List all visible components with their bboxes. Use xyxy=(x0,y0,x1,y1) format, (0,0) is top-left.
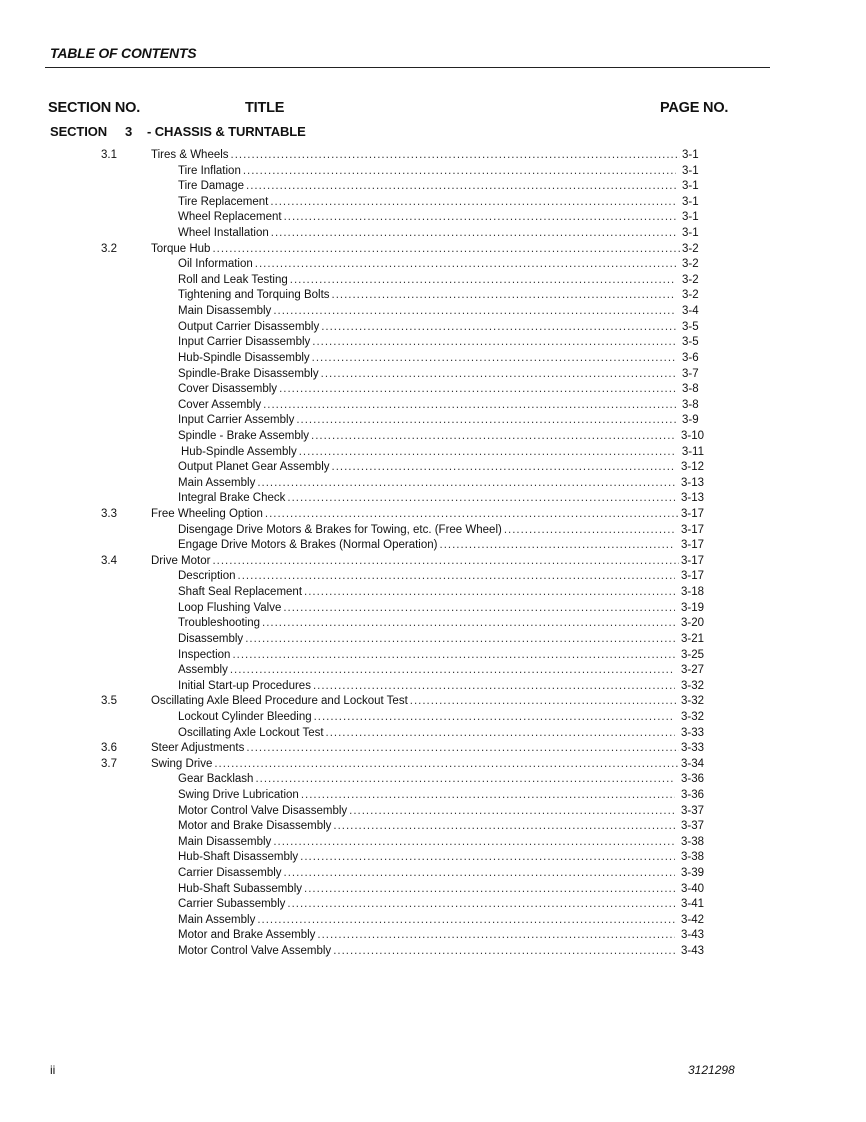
dot-leader xyxy=(273,304,676,320)
section-heading xyxy=(50,124,306,139)
toc-entry-line[interactable] xyxy=(178,476,704,492)
dot-leader xyxy=(246,179,676,195)
toc-entry[interactable] xyxy=(0,819,866,835)
toc-entry-line[interactable] xyxy=(178,367,704,383)
toc-entry-page[interactable]: 3-17 xyxy=(680,554,704,567)
toc-entry-title[interactable]: Assembly xyxy=(178,664,228,677)
toc-entry-title[interactable]: Wheel Replacement xyxy=(178,211,282,224)
toc-entry[interactable] xyxy=(0,694,866,710)
toc-entry-line[interactable] xyxy=(151,741,704,757)
toc-entry-line[interactable] xyxy=(178,850,704,866)
column-header-page-no: PAGE NO. xyxy=(660,100,729,116)
toc-entry-page[interactable]: 3-19 xyxy=(680,601,704,614)
toc-entry-page[interactable]: 3-36 xyxy=(680,773,704,786)
dot-leader xyxy=(317,928,675,944)
header-divider xyxy=(45,67,770,68)
dot-leader xyxy=(212,554,679,570)
toc-entry[interactable] xyxy=(0,710,866,726)
dot-leader xyxy=(238,569,675,585)
toc-entry[interactable] xyxy=(0,944,866,960)
toc-entry-page[interactable]: 3-37 xyxy=(680,820,704,833)
toc-entry[interactable] xyxy=(0,257,866,273)
toc-entry-line[interactable] xyxy=(178,835,704,851)
toc-entry-page[interactable]: 3-33 xyxy=(680,726,704,739)
toc-entry-page[interactable]: 3-42 xyxy=(680,913,704,926)
toc-entry[interactable] xyxy=(0,897,866,913)
toc-entry[interactable] xyxy=(0,476,866,492)
toc-entry-line[interactable] xyxy=(178,429,704,445)
toc-entry-line[interactable] xyxy=(178,273,704,289)
toc-entry-title[interactable]: Oscillating Axle Bleed Procedure and Lockout Test xyxy=(151,695,408,708)
toc-entry[interactable] xyxy=(0,367,866,383)
toc-entry[interactable] xyxy=(0,460,866,476)
toc-entry-title[interactable]: Swing Drive xyxy=(151,757,213,770)
dot-leader xyxy=(333,819,675,835)
toc-entry-line[interactable] xyxy=(178,819,704,835)
toc-entry-title[interactable]: Motor Control Valve Assembly xyxy=(178,945,332,958)
toc-entry-page[interactable]: 3-13 xyxy=(680,476,704,489)
toc-entry-title[interactable]: Torque Hub xyxy=(151,242,211,255)
toc-entry-line[interactable] xyxy=(151,694,704,710)
toc-entry[interactable] xyxy=(0,148,866,164)
toc-entry[interactable] xyxy=(0,523,866,539)
toc-entry-number: 3.7 xyxy=(101,757,117,770)
toc-entry-line[interactable] xyxy=(178,804,704,820)
toc-entry-number: 3.5 xyxy=(101,695,117,708)
footer-page-number: ii xyxy=(50,1063,56,1077)
section-title: - CHASSIS & TURNTABLE xyxy=(147,124,306,139)
toc-entry-number: 3.6 xyxy=(101,742,117,755)
toc-entry-title[interactable]: Tire Replacement xyxy=(178,195,269,208)
toc-entry-line[interactable] xyxy=(178,288,704,304)
dot-leader xyxy=(283,601,675,617)
dot-leader xyxy=(262,616,675,632)
dot-leader xyxy=(232,648,675,664)
toc-entry-page[interactable]: 3-34 xyxy=(680,757,704,770)
dot-leader xyxy=(296,413,676,429)
toc-entry-page[interactable]: 3-1 xyxy=(682,211,699,224)
toc-entry-title[interactable]: Free Wheeling Option xyxy=(151,508,263,521)
toc-entry-title[interactable]: Roll and Leak Testing xyxy=(178,273,288,286)
toc-entry-title[interactable]: Output Planet Gear Assembly xyxy=(178,461,330,474)
toc-entry-number: 3.2 xyxy=(101,242,117,255)
toc-entry-page[interactable]: 3-2 xyxy=(682,273,699,286)
toc-entry-line[interactable] xyxy=(178,320,704,336)
toc-entry-line[interactable] xyxy=(151,507,704,523)
toc-entry-title[interactable]: Motor and Brake Disassembly xyxy=(178,820,332,833)
toc-entry-title[interactable]: Hub-Spindle Disassembly xyxy=(178,351,310,364)
dot-leader xyxy=(287,897,675,913)
toc-entry-page[interactable]: 3-10 xyxy=(680,429,704,442)
footer-document-number: 3121298 xyxy=(688,1063,735,1077)
toc-entry[interactable] xyxy=(0,601,866,617)
toc-entry-page[interactable]: 3-32 xyxy=(680,695,704,708)
dot-leader xyxy=(321,320,676,336)
toc-entry-title[interactable]: Disassembly xyxy=(178,632,244,645)
toc-entry-line[interactable] xyxy=(178,928,704,944)
toc-entry-line[interactable] xyxy=(178,632,704,648)
toc-entry[interactable] xyxy=(0,351,866,367)
toc-entry-page[interactable]: 3-2 xyxy=(682,258,699,271)
dot-leader xyxy=(243,164,676,180)
dot-leader xyxy=(212,242,680,258)
toc-entry-line[interactable] xyxy=(151,242,704,258)
toc-entry-line[interactable] xyxy=(178,195,704,211)
toc-entry[interactable] xyxy=(0,445,866,461)
toc-entry-page[interactable]: 3-20 xyxy=(680,617,704,630)
dot-leader xyxy=(312,351,676,367)
toc-entry[interactable] xyxy=(0,835,866,851)
toc-entry-line[interactable] xyxy=(178,538,704,554)
toc-entry-line[interactable] xyxy=(178,569,704,585)
toc-entry-title[interactable]: Carrier Disassembly xyxy=(178,867,282,880)
dot-leader xyxy=(255,772,675,788)
toc-entry-page[interactable]: 3-18 xyxy=(680,586,704,599)
dot-leader xyxy=(313,679,675,695)
toc-entry[interactable] xyxy=(0,210,866,226)
toc-entry-line[interactable] xyxy=(178,460,704,476)
toc-entry-title[interactable]: Main Disassembly xyxy=(178,305,272,318)
column-header-title: TITLE xyxy=(245,100,285,116)
dot-leader xyxy=(257,476,675,492)
dot-leader xyxy=(312,335,676,351)
dot-leader xyxy=(301,788,675,804)
toc-entry[interactable] xyxy=(0,804,866,820)
page-header-title: TABLE OF CONTENTS xyxy=(50,45,197,61)
toc-entry-title[interactable]: Motor Control Valve Disassembly xyxy=(178,804,348,817)
toc-entry-title[interactable]: Input Carrier Disassembly xyxy=(178,336,311,349)
toc-entry-title[interactable]: Tire Inflation xyxy=(178,164,241,177)
toc-entry[interactable] xyxy=(0,554,866,570)
toc-entry[interactable] xyxy=(0,538,866,554)
dot-leader xyxy=(273,835,675,851)
toc-entry-title[interactable]: Integral Brake Check xyxy=(178,492,286,505)
toc-entry-line[interactable] xyxy=(178,866,704,882)
toc-entry-line[interactable] xyxy=(178,210,704,226)
toc-entry-page[interactable]: 3-1 xyxy=(682,149,699,161)
toc-entry[interactable] xyxy=(0,304,866,320)
dot-leader xyxy=(304,882,675,898)
toc-entry-title[interactable]: Tightening and Torquing Bolts xyxy=(178,289,330,302)
toc-entry-title[interactable]: Swing Drive Lubrication xyxy=(178,788,299,801)
toc-entry[interactable] xyxy=(0,788,866,804)
dot-leader xyxy=(304,585,675,601)
dot-leader xyxy=(263,398,676,414)
dot-leader xyxy=(284,210,676,226)
toc-entry-page[interactable]: 3-17 xyxy=(680,539,704,552)
toc-entry[interactable] xyxy=(0,226,866,242)
toc-entry[interactable] xyxy=(0,648,866,664)
dot-leader xyxy=(287,491,675,507)
toc-entry-title[interactable]: Cover Disassembly xyxy=(178,383,278,396)
toc-entry[interactable] xyxy=(0,663,866,679)
toc-entry-number: 3.1 xyxy=(101,149,117,161)
toc-entry-page[interactable]: 3-40 xyxy=(680,882,704,895)
toc-entry-page[interactable]: 3-9 xyxy=(682,414,699,427)
toc-entry-line[interactable] xyxy=(178,679,704,695)
toc-entry-line[interactable] xyxy=(178,351,704,367)
dot-leader xyxy=(231,148,680,164)
toc-entry-page[interactable]: 3-37 xyxy=(680,804,704,817)
toc-entry-page[interactable]: 3-17 xyxy=(680,508,704,521)
toc-entry[interactable] xyxy=(0,288,866,304)
column-header-section-no: SECTION NO. xyxy=(48,100,141,116)
toc-entry-title[interactable]: Drive Motor xyxy=(151,554,211,567)
toc-entry-line[interactable] xyxy=(181,445,704,461)
toc-entry-line[interactable] xyxy=(178,164,704,180)
toc-entry-page[interactable]: 3-36 xyxy=(680,788,704,801)
dot-leader xyxy=(349,804,675,820)
toc-entry[interactable] xyxy=(0,928,866,944)
toc-entry-page[interactable]: 3-13 xyxy=(680,492,704,505)
dot-leader xyxy=(230,663,675,679)
toc-entry[interactable] xyxy=(0,585,866,601)
toc-entry-number: 3.4 xyxy=(101,554,117,567)
toc-entry-title[interactable]: Tires & Wheels xyxy=(151,149,229,161)
toc-entry-title[interactable]: Oscillating Axle Lockout Test xyxy=(178,726,324,739)
toc-entry-page[interactable]: 3-43 xyxy=(680,945,704,958)
toc-entry-line[interactable] xyxy=(178,710,704,726)
toc-entry-title[interactable]: Main Assembly xyxy=(178,913,256,926)
toc-entry-line[interactable] xyxy=(178,601,704,617)
toc-entry-page[interactable]: 3-33 xyxy=(680,742,704,755)
toc-entry[interactable] xyxy=(0,632,866,648)
toc-entry-line[interactable] xyxy=(178,335,704,351)
section-number: 3 xyxy=(125,124,133,139)
toc-entry-title[interactable]: Hub-Spindle Assembly xyxy=(181,445,297,458)
dot-leader xyxy=(326,726,675,742)
toc-entry-page[interactable]: 3-7 xyxy=(682,367,699,380)
toc-entry[interactable] xyxy=(0,569,866,585)
toc-entry-title[interactable]: Input Carrier Assembly xyxy=(178,414,295,427)
toc-entry-title[interactable]: Troubleshooting xyxy=(178,617,261,630)
toc-entry-title[interactable]: Oil Information xyxy=(178,258,253,271)
dot-leader xyxy=(300,850,675,866)
toc-entry-title[interactable]: Inspection xyxy=(178,648,231,661)
toc-entry[interactable] xyxy=(0,726,866,742)
dot-leader xyxy=(284,866,675,882)
toc-entry-page[interactable]: 3-5 xyxy=(682,320,699,333)
dot-leader xyxy=(257,913,675,929)
toc-entry-page[interactable]: 3-4 xyxy=(682,305,699,318)
dot-leader xyxy=(214,757,679,773)
toc-entry[interactable] xyxy=(0,491,866,507)
toc-entry[interactable] xyxy=(0,882,866,898)
toc-entry-title[interactable]: Motor and Brake Assembly xyxy=(178,929,316,942)
toc-entry-title[interactable]: Initial Start-up Procedures xyxy=(178,679,311,692)
dot-leader xyxy=(333,944,675,960)
toc-entry-page[interactable]: 3-41 xyxy=(680,898,704,911)
toc-entry-title[interactable]: Main Assembly xyxy=(178,476,256,489)
dot-leader xyxy=(271,226,676,242)
toc-entry-title[interactable]: Wheel Installation xyxy=(178,227,269,240)
toc-entry-title[interactable]: Description xyxy=(178,570,236,583)
dot-leader xyxy=(279,382,676,398)
dot-leader xyxy=(504,523,675,539)
toc-entry-line[interactable] xyxy=(178,398,704,414)
toc-entry[interactable] xyxy=(0,164,866,180)
dot-leader xyxy=(314,710,675,726)
toc-entry[interactable] xyxy=(0,679,866,695)
toc-entry-line[interactable] xyxy=(178,304,704,320)
toc-entry-title[interactable]: Spindle - Brake Assembly xyxy=(178,429,310,442)
toc-entry-line[interactable] xyxy=(178,491,704,507)
dot-leader xyxy=(299,445,676,461)
dot-leader xyxy=(270,195,676,211)
toc-entry-page[interactable]: 3-1 xyxy=(682,164,699,177)
toc-entry-page[interactable]: 3-38 xyxy=(680,851,704,864)
toc-entry-title[interactable]: Gear Backlash xyxy=(178,773,254,786)
toc-entry-line[interactable] xyxy=(178,226,704,242)
dot-leader xyxy=(255,257,676,273)
dot-leader xyxy=(290,273,676,289)
toc-entry-page[interactable]: 3-17 xyxy=(680,523,704,536)
toc-entry-line[interactable] xyxy=(178,382,704,398)
dot-leader xyxy=(440,538,675,554)
toc-entry[interactable] xyxy=(0,741,866,757)
toc-entry[interactable] xyxy=(0,913,866,929)
toc-entry-title[interactable]: Hub-Shaft Disassembly xyxy=(178,851,299,864)
toc-entry-page[interactable]: 3-17 xyxy=(680,570,704,583)
dot-leader xyxy=(245,632,675,648)
toc-entry-title[interactable]: Cover Assembly xyxy=(178,398,262,411)
toc-entry-title[interactable]: Main Disassembly xyxy=(178,835,272,848)
toc-entry-line[interactable] xyxy=(178,897,704,913)
toc-entry-page[interactable]: 3-2 xyxy=(682,242,699,255)
toc-entry[interactable] xyxy=(0,850,866,866)
toc-entry-page[interactable]: 3-1 xyxy=(682,227,699,240)
toc-entry[interactable] xyxy=(0,507,866,523)
toc-entry-page[interactable]: 3-11 xyxy=(681,445,704,458)
dot-leader xyxy=(410,694,679,710)
toc-entry-line[interactable] xyxy=(178,663,704,679)
toc-entry-title[interactable]: Tire Damage xyxy=(178,180,245,193)
toc-entry-page[interactable]: 3-43 xyxy=(680,929,704,942)
toc-entry-line[interactable] xyxy=(178,648,704,664)
toc-entry-page[interactable]: 3-6 xyxy=(682,351,699,364)
toc-entry-line[interactable] xyxy=(178,772,704,788)
toc-entry[interactable] xyxy=(0,320,866,336)
toc-entry-page[interactable]: 3-5 xyxy=(682,336,699,349)
toc-entry-page[interactable]: 3-12 xyxy=(680,461,704,474)
toc-entry-line[interactable] xyxy=(178,944,704,960)
toc-entry-line[interactable] xyxy=(178,179,704,195)
toc-entry-page[interactable]: 3-2 xyxy=(682,289,699,302)
toc-entry-line[interactable] xyxy=(178,913,704,929)
toc-entry-line[interactable] xyxy=(151,554,704,570)
toc-entry[interactable] xyxy=(0,273,866,289)
toc-entry-page[interactable]: 3-1 xyxy=(682,195,699,208)
toc-entry-page[interactable]: 3-39 xyxy=(680,867,704,880)
toc-entry-title[interactable]: Spindle-Brake Disassembly xyxy=(178,367,319,380)
toc-entry[interactable] xyxy=(0,772,866,788)
toc-entry[interactable] xyxy=(0,179,866,195)
dot-leader xyxy=(321,367,676,383)
dot-leader xyxy=(332,460,675,476)
toc-entry-page[interactable]: 3-8 xyxy=(682,383,699,396)
toc-entry-title[interactable]: Loop Flushing Valve xyxy=(178,601,282,614)
toc-entry-title[interactable]: Engage Drive Motors & Brakes (Normal Operation) xyxy=(178,539,438,552)
toc-entry-page[interactable]: 3-27 xyxy=(680,664,704,677)
toc-entry[interactable] xyxy=(0,866,866,882)
dot-leader xyxy=(332,288,676,304)
toc-entry-page[interactable]: 3-8 xyxy=(682,398,699,411)
toc-entry-line[interactable] xyxy=(178,726,704,742)
toc-entry[interactable] xyxy=(0,195,866,211)
toc-entry-page[interactable]: 3-1 xyxy=(682,180,699,193)
toc-entry-line[interactable] xyxy=(178,413,704,429)
toc-entry-line[interactable] xyxy=(151,148,704,164)
toc-entry[interactable] xyxy=(0,616,866,632)
toc-entry[interactable] xyxy=(0,382,866,398)
toc-entry-title[interactable]: Hub-Shaft Subassembly xyxy=(178,882,303,895)
toc-entry-page[interactable]: 3-21 xyxy=(680,632,704,645)
toc-entry-title[interactable]: Steer Adjustments xyxy=(151,742,245,755)
toc-entry-line[interactable] xyxy=(151,757,704,773)
toc-entry-line[interactable] xyxy=(178,523,704,539)
toc-entry[interactable] xyxy=(0,335,866,351)
toc-entry[interactable] xyxy=(0,242,866,258)
toc-entry-title[interactable]: Shaft Seal Replacement xyxy=(178,586,303,599)
toc-entry[interactable] xyxy=(0,757,866,773)
toc-entry-page[interactable]: 3-25 xyxy=(680,648,704,661)
section-label: SECTION xyxy=(50,124,108,139)
toc-entry-page[interactable]: 3-32 xyxy=(680,679,704,692)
toc-entry-line[interactable] xyxy=(178,585,704,601)
toc-entry[interactable] xyxy=(0,429,866,445)
toc-entry-title[interactable]: Lockout Cylinder Bleeding xyxy=(178,710,312,723)
toc-list xyxy=(0,148,866,960)
toc-entry-line[interactable] xyxy=(178,257,704,273)
toc-entry-title[interactable]: Carrier Subassembly xyxy=(178,898,286,911)
dot-leader xyxy=(265,507,679,523)
toc-entry-line[interactable] xyxy=(178,882,704,898)
toc-entry[interactable] xyxy=(0,413,866,429)
toc-entry[interactable] xyxy=(0,398,866,414)
toc-entry-line[interactable] xyxy=(178,788,704,804)
toc-entry-title[interactable]: Disengage Drive Motors & Brakes for Towing, etc. (Free Wheel) xyxy=(178,523,502,536)
toc-entry-page[interactable]: 3-38 xyxy=(680,835,704,848)
toc-entry-number: 3.3 xyxy=(101,508,117,521)
toc-entry-line[interactable] xyxy=(178,616,704,632)
toc-entry-page[interactable]: 3-32 xyxy=(680,710,704,723)
dot-leader xyxy=(246,741,679,757)
dot-leader xyxy=(311,429,675,445)
toc-entry-title[interactable]: Output Carrier Disassembly xyxy=(178,320,320,333)
